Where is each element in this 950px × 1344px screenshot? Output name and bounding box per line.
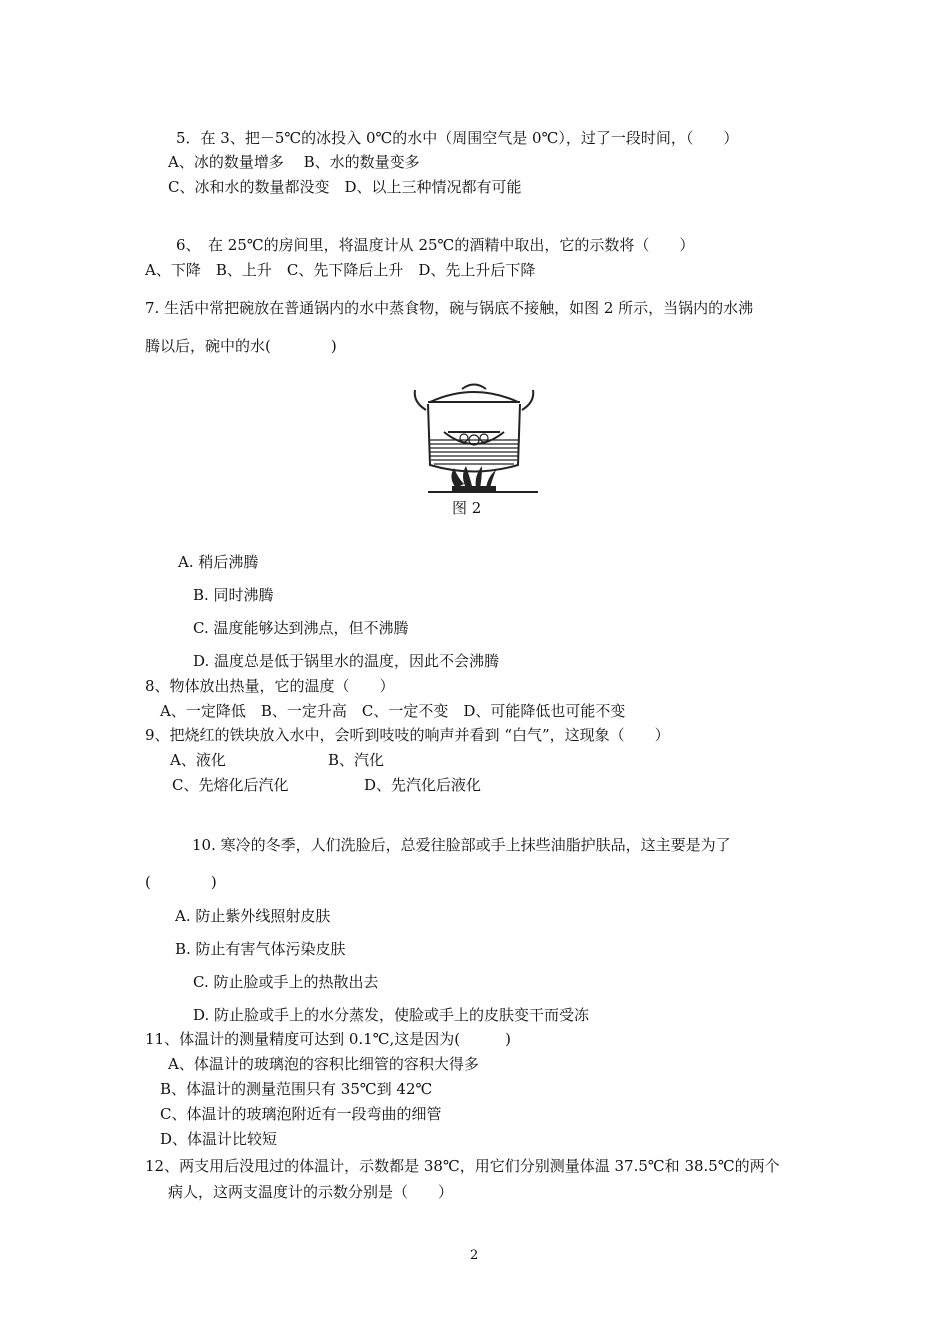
q6-options: A、下降 B、上升 C、先下降后上升 D、先上升后下降	[145, 261, 536, 279]
q11-stem: 11、体温计的测量精度可达到 0.1℃,这是因为( )	[145, 1030, 511, 1048]
q11-option-b: B、体温计的测量范围只有 35℃到 42℃	[160, 1080, 433, 1098]
q10-option-a: A. 防止紫外线照射皮肤	[175, 907, 331, 925]
q9-option-a: A、液化	[170, 751, 226, 769]
q10-option-b: B. 防止有害气体污染皮肤	[175, 940, 346, 958]
page-number: 2	[470, 1248, 479, 1263]
q7-option-b: B. 同时沸腾	[193, 586, 274, 604]
q5-options-cd: C、冰和水的数量都没变 D、以上三种情况都有可能	[168, 178, 522, 196]
q7-option-c: C. 温度能够达到沸点，但不沸腾	[193, 619, 409, 637]
q10-option-d: D. 防止脸或手上的水分蒸发，使脸或手上的皮肤变干而受冻	[193, 1006, 590, 1024]
figure-pot-bowl	[408, 380, 540, 498]
q11-option-c: C、体温计的玻璃泡附近有一段弯曲的细管	[160, 1105, 442, 1123]
q10-stem-line2: ( )	[145, 873, 217, 891]
q8-options: A、一定降低 B、一定升高 C、一定不变 D、可能降低也可能不变	[160, 702, 626, 720]
q12-stem-line2: 病人，这两支温度计的示数分别是（ ）	[168, 1183, 454, 1201]
q10-option-c: C. 防止脸或手上的热散出去	[193, 973, 379, 991]
q5-stem: 5．在 3、把－5℃的冰投入 0℃的水中（周围空气是 0℃），过了一段时间，（ ）	[176, 129, 739, 147]
q11-option-a: A、体温计的玻璃泡的容积比细管的容积大得多	[168, 1055, 479, 1073]
q7-option-d: D. 温度总是低于锅里水的温度，因此不会沸腾	[193, 652, 500, 670]
q11-option-d: D、体温计比较短	[160, 1130, 278, 1148]
q5-options-ab: A、冰的数量增多 B、水的数量变多	[168, 153, 420, 171]
q7-option-a: A. 稍后沸腾	[178, 553, 259, 571]
q10-stem-line1: 10. 寒冷的冬季，人们洗脸后，总爱往脸部或手上抹些油脂护肤品，这主要是为了	[192, 836, 731, 854]
figure-caption: 图 2	[452, 499, 482, 517]
q9-option-d: D、先汽化后液化	[364, 776, 482, 794]
q9-option-b: B、汽化	[328, 751, 385, 769]
q12-stem-line1: 12、两支用后没甩过的体温计，示数都是 38℃，用它们分别测量体温 37.5℃和 38.5℃的两个	[145, 1157, 780, 1175]
q7-stem-line1: 7. 生活中常把碗放在普通锅内的水中蒸食物，碗与锅底不接触，如图 2 所示，当锅内的水沸	[145, 299, 754, 317]
q9-option-c: C、先熔化后汽化	[172, 776, 289, 794]
q9-stem: 9、把烧红的铁块放入水中，会听到吱吱的响声并看到 “白气”，这现象（ ）	[145, 726, 670, 744]
q6-stem: 6、 在 25℃的房间里，将温度计从 25℃的酒精中取出，它的示数将（ ）	[176, 236, 695, 254]
q8-stem: 8、物体放出热量，它的温度（ ）	[145, 677, 395, 695]
q7-stem-line2: 腾以后，碗中的水( )	[145, 337, 337, 355]
